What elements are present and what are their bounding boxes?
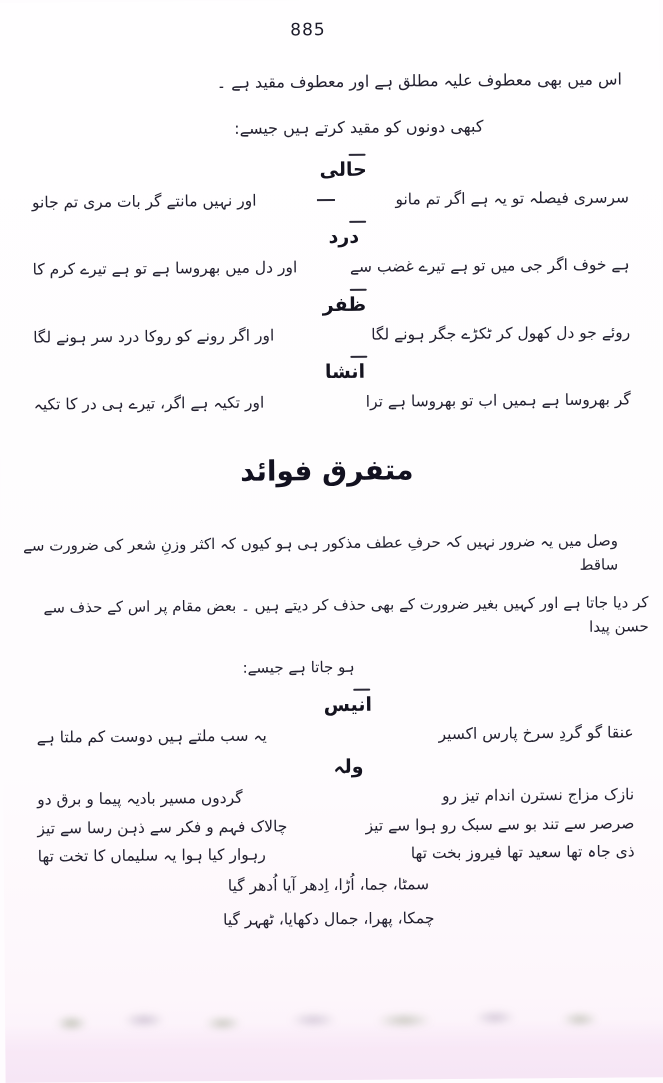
poet-name: حالی	[319, 158, 367, 182]
misra-first: سرسری فیصلہ تو یہ ہے اگر تم مانو	[395, 188, 630, 209]
poet-name: انشا	[324, 361, 366, 384]
misra-first: گر بھروسا ہے ہمیں اب تو بھروسا ہے ترا	[365, 390, 631, 412]
couplet-zafar	[0, 321, 662, 349]
bleed-through-smudge	[23, 1005, 628, 1036]
poet-heading-walahu	[31, 753, 663, 781]
intro-line-1: اس میں بھی معطوف علیہ مطلق ہے اور معطوف مقید ہے ۔	[216, 69, 623, 92]
poet-heading-zafar	[27, 286, 662, 319]
misra-second: گردوں مسیر بادیہ پیما و برق دو	[37, 789, 243, 809]
closing-line-2: چمکا، پھرا، جمال دکھایا، ٹھہر گیا	[222, 908, 435, 929]
prose-paragraph	[1, 528, 663, 682]
walahu-verse-3	[4, 840, 663, 868]
couplet-hali	[0, 186, 661, 214]
takhallus-mark	[353, 689, 370, 691]
misra-second: رہوار کیا ہوا یہ سلیماں کا تخت تھا	[37, 845, 266, 866]
prose-line-3: ہو جاتا ہے جیسے:	[242, 657, 355, 677]
couplet-insha	[0, 389, 663, 417]
poet-heading-anis	[30, 686, 663, 719]
misra-second: اور اگر رونے کو روکا درد سر ہونے لگا	[33, 326, 275, 347]
misra-second: چالاک فہم و فکر سے ذہن رسا سے تیز	[37, 817, 288, 838]
couplet-anis	[3, 721, 663, 749]
closing-line-1: سمٹا، جما، اُڑا، اِدھر آیا اُدھر گیا	[227, 874, 430, 895]
poet-name: انیس	[323, 693, 373, 716]
couplet-dard	[0, 254, 662, 282]
walahu-label: ولہ	[333, 756, 364, 779]
misra-second: یہ سب ملتے ہیں دوست کم ملتا ہے	[36, 726, 267, 747]
page-number: 885	[290, 20, 326, 41]
takhallus-mark	[350, 356, 367, 358]
takhallus-mark	[350, 289, 367, 291]
misra-second: اور دل میں بھروسا ہے تو ہے تیرے کرم کا	[32, 258, 298, 280]
misra-first: ذی جاہ تھا سعید تھا فیروز بخت تھا	[410, 842, 635, 863]
walahu-verse-2	[3, 812, 663, 840]
misra-first: صرصر سے تند بو سے سبک رو ہوا سے تیز	[365, 814, 635, 835]
prose-line-1: وصل میں یہ ضرور نہیں کہ حرفِ عطف مذکور ہی ہو کیوں کہ اکثر وزنِ شعر کی ضرورت سے ساقط	[23, 531, 619, 574]
poet-heading-insha	[27, 354, 662, 387]
misra-second: اور نہیں مانتے گر بات مری تم جانو	[31, 191, 257, 212]
poet-heading-hali	[26, 151, 661, 184]
misra-first: عنقا گو گردِ سرخ پارس اکسیر	[438, 723, 634, 743]
poet-heading-dard	[26, 219, 661, 252]
misra-second: اور تکیہ ہے اگر، تیرے ہی در کا تکیہ	[33, 393, 265, 415]
separator-dash	[317, 199, 335, 201]
poet-name: ظفر	[322, 293, 367, 317]
misra-first: روئے جو دل کھول کر ٹکڑے جگر ہونے لگا	[371, 323, 631, 344]
takhallus-mark	[349, 154, 366, 156]
prose-line-2: کر دیا جاتا ہے اور کہیں بغیر ضرورت کے بھی حذف کر دیتے ہیں ۔ بعض مقام پر اس کے حذف سے حسن پیدا	[43, 593, 649, 636]
walahu-verse-1	[3, 783, 663, 811]
misra-first: ہے خوف اگر جی میں تو ہے تیرے غضب سے	[349, 255, 630, 277]
poet-name: درد	[328, 226, 360, 249]
takhallus-mark	[349, 221, 366, 223]
intro-line-2: کبھی دونوں کو مقید کرتے ہیں جیسے:	[234, 116, 484, 138]
page-bottom-bleed-band	[5, 1019, 663, 1083]
section-heading-mutafarriq-fawaid: متفرق فوائد	[240, 453, 414, 488]
misra-first: نازک مزاج نسترن اندام تیز رو	[441, 785, 635, 806]
